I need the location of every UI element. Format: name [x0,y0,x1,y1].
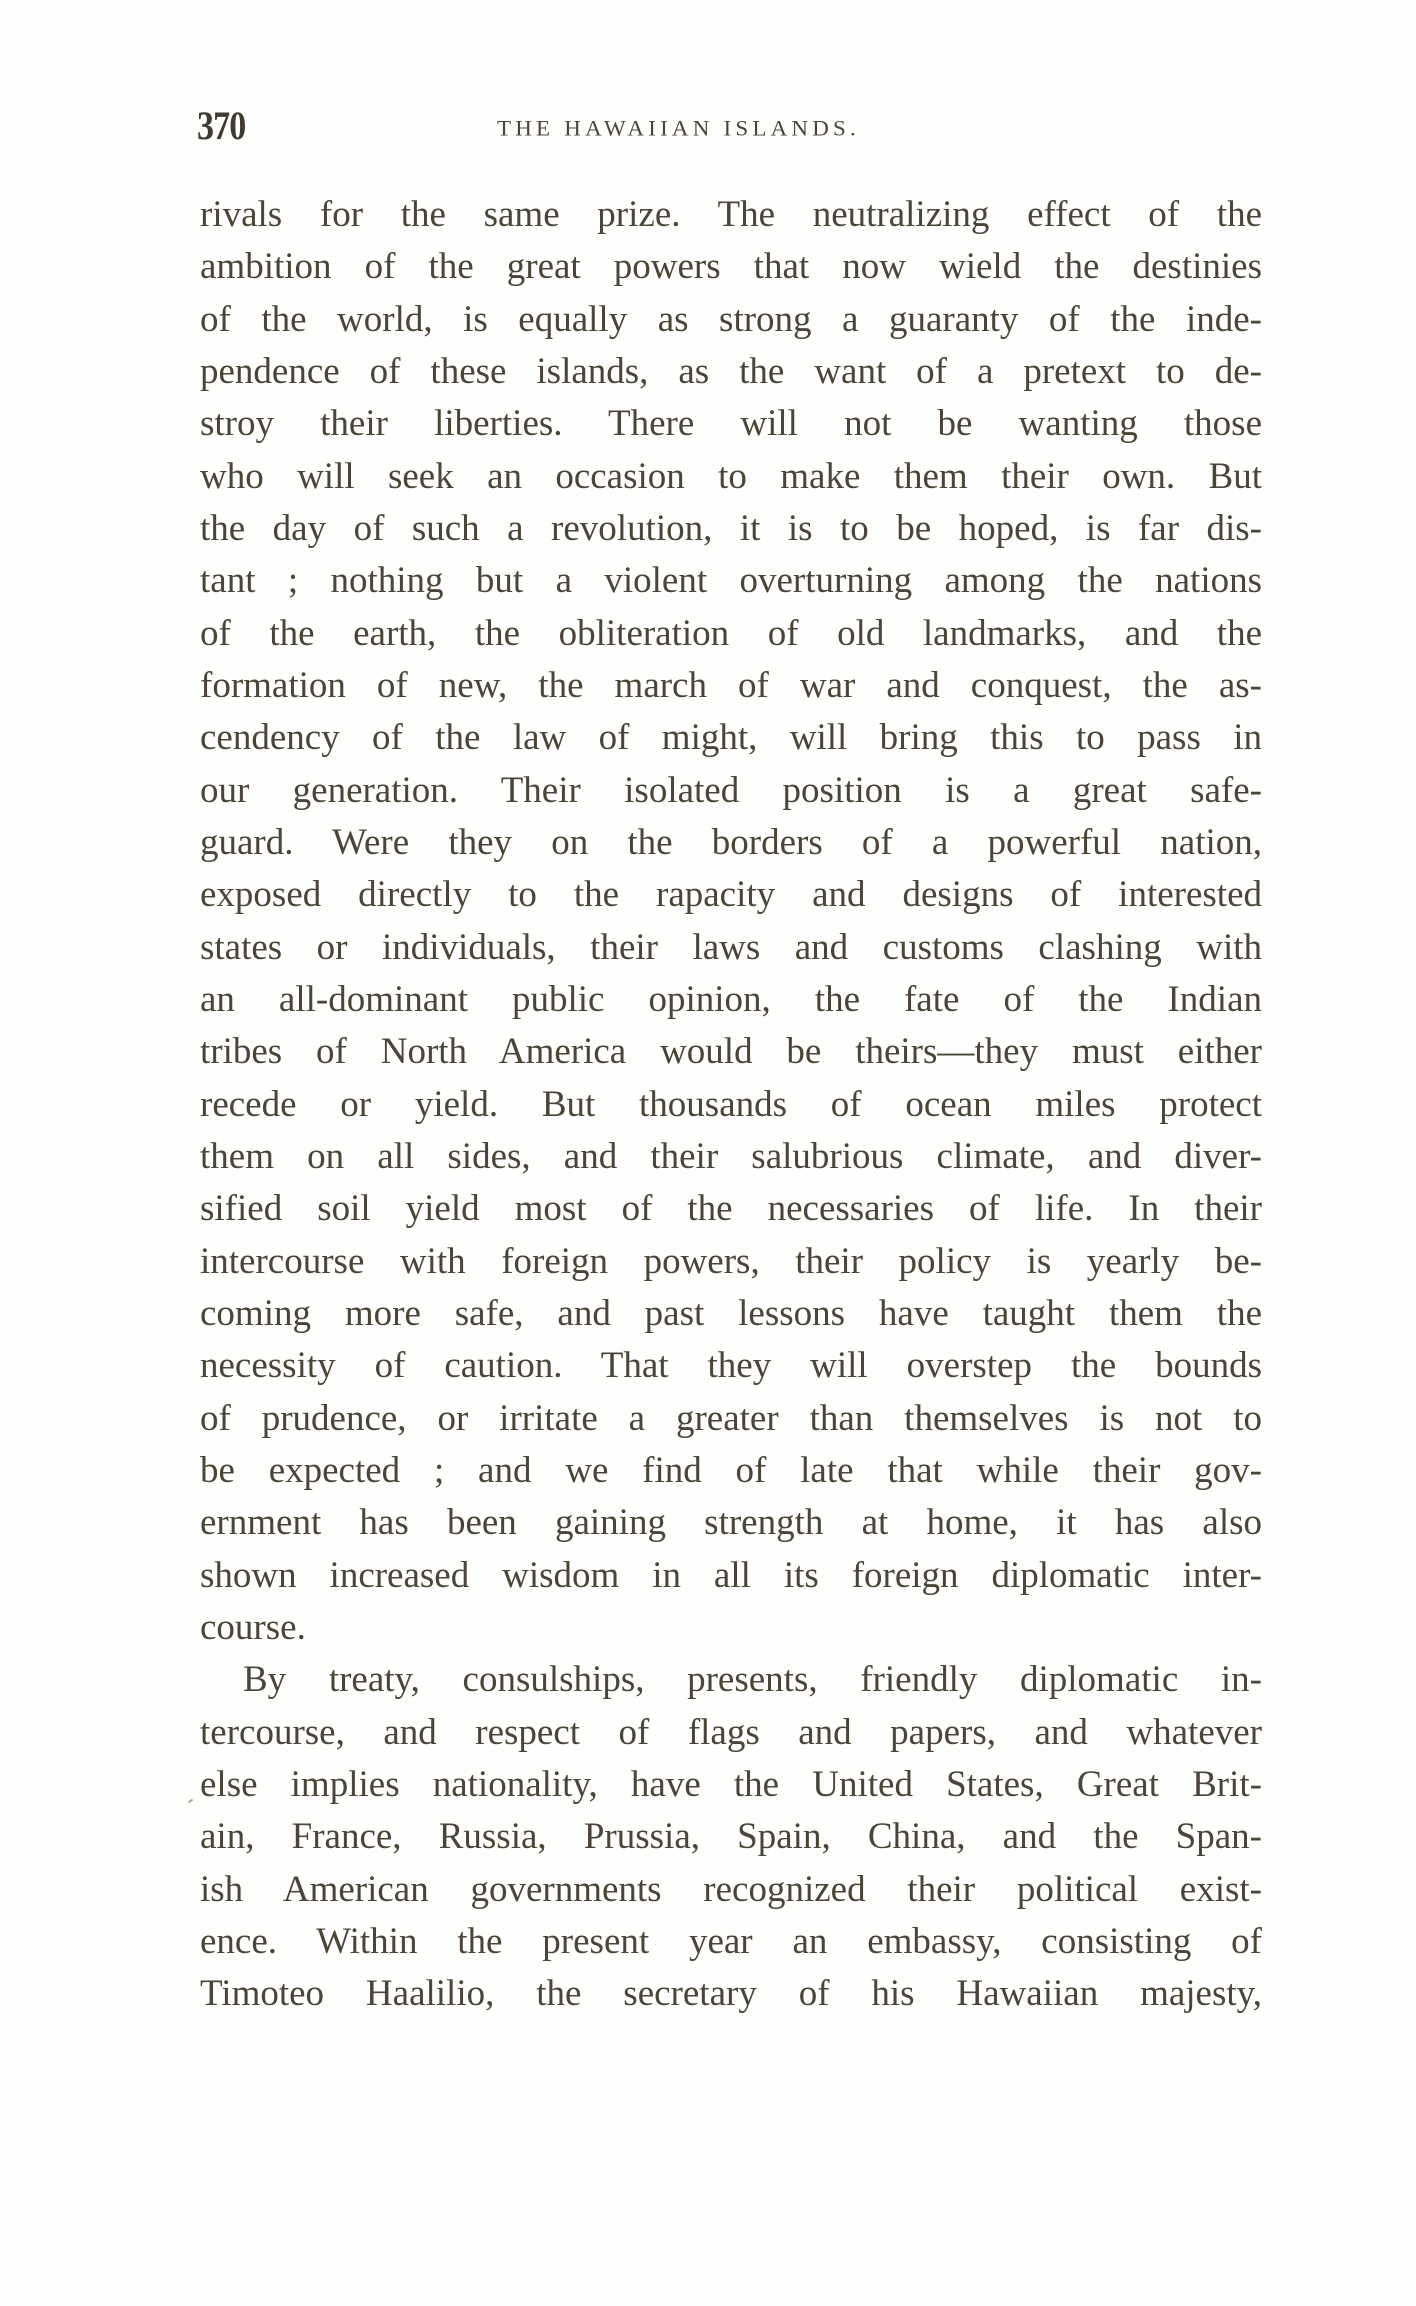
text-line: sified soil yield most of the necessaries of life. In their [200,1188,1262,1229]
text-line: coming more safe, and past lessons have taught them the [200,1293,1262,1334]
text-line: guard. Were they on the borders of a powerful nation, [200,822,1262,863]
ink-speck [188,1799,193,1804]
text-line: be expected ; and we find of late that while their gov- [200,1450,1262,1491]
text-line: rivals for the same prize. The neutralizing effect of the [200,194,1262,235]
text-line: ambition of the great powers that now wield the destinies [200,246,1262,287]
text-line: intercourse with foreign powers, their policy is yearly be- [200,1241,1262,1282]
text-line: else implies nationality, have the United States, Great Brit- [200,1764,1262,1805]
running-head [197,104,1262,148]
text-line: necessity of caution. That they will overstep the bounds [200,1345,1262,1386]
text-line: Timoteo Haalilio, the secretary of his Hawaiian majesty, [200,1973,1262,2014]
text-line: shown increased wisdom in all its foreign diplomatic inter- [200,1555,1262,1596]
text-line: of prudence, or irritate a greater than themselves is not to [200,1398,1262,1439]
text-line: cendency of the law of might, will bring this to pass in [200,717,1262,758]
text-line: formation of new, the march of war and conquest, the as- [200,665,1262,706]
text-line: ence. Within the present year an embassy, consisting of [200,1921,1262,1962]
text-line: stroy their liberties. There will not be wanting those [200,403,1262,444]
text-line: of the earth, the obliteration of old landmarks, and the [200,613,1262,654]
text-line: ain, France, Russia, Prussia, Spain, China, and the Span- [200,1816,1262,1857]
page-number: 370 [197,103,246,148]
text-line: of the world, is equally as strong a guaranty of the inde- [200,299,1262,340]
text-line: our generation. Their isolated position is a great safe- [200,770,1262,811]
text-line: ernment has been gaining strength at home, it has also [200,1502,1262,1543]
text-line: tribes of North America would be theirs—they must either [200,1031,1262,1072]
text-line-paragraph-end: course. [200,1607,306,1648]
text-line: pendence of these islands, as the want of a pretext to de- [200,351,1262,392]
text-line: exposed directly to the rapacity and designs of interested [200,874,1262,915]
text-line: who will seek an occasion to make them their own. But [200,456,1262,497]
text-line: states or individuals, their laws and customs clashing with [200,927,1262,968]
text-line-paragraph-start: By treaty, consulships, presents, friendly diplomatic in- [243,1659,1262,1700]
text-line: recede or yield. But thousands of ocean miles protect [200,1084,1262,1125]
running-title: THE HAWAIIAN ISLANDS. [497,116,860,141]
text-line: tant ; nothing but a violent overturning among the nations [200,560,1262,601]
text-line: an all-dominant public opinion, the fate of the Indian [200,979,1262,1020]
text-line: tercourse, and respect of flags and papers, and whatever [200,1712,1262,1753]
text-line: the day of such a revolution, it is to be hoped, is far dis- [200,508,1262,549]
text-line: them on all sides, and their salubrious climate, and diver- [200,1136,1262,1177]
text-line: ish American governments recognized their political exist- [200,1869,1262,1910]
